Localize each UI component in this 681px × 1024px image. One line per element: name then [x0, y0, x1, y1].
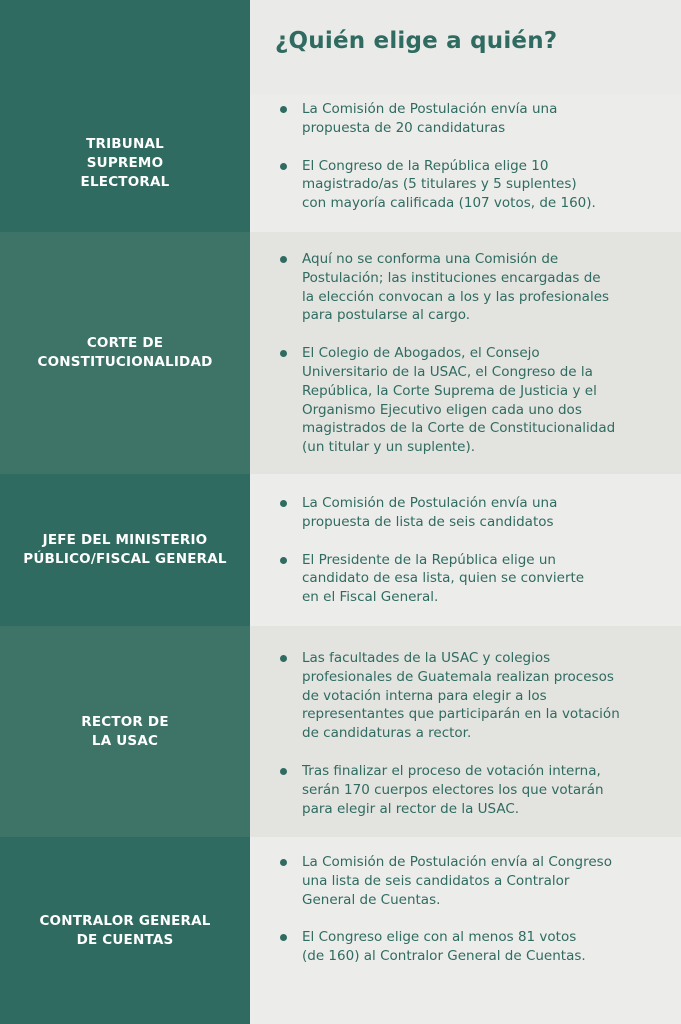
page-title: ¿Quién elige a quién?: [275, 28, 558, 54]
row-label: JEFE DEL MINISTERIO PÚBLICO/FISCAL GENERAL: [23, 532, 227, 567]
row-rector-usac: [0, 626, 681, 837]
row-content-cell: [250, 94, 681, 232]
bullet-item: [278, 762, 667, 818]
bullet-list: [278, 250, 667, 457]
bullet-dot-icon: [280, 106, 287, 113]
bullet-text: El Congreso de la República elige 10 magistrado/as (5 titulares y 5 suplentes) con mayoría calificada (107 votos, de 160).: [302, 157, 596, 212]
bullet-item: [278, 100, 667, 138]
header-left-panel: [0, 0, 250, 94]
bullet-item: [278, 494, 667, 532]
bullet-dot-icon: [280, 557, 287, 564]
row-label-cell: [0, 626, 250, 837]
bullet-text: La Comisión de Postulación envía al Congreso una lista de seis candidatos a Contralor General de Cuentas.: [302, 854, 612, 908]
row-label: CORTE DE CONSTITUCIONALIDAD: [37, 335, 213, 370]
row-fiscal-general: [0, 474, 681, 626]
bullet-list: [278, 649, 667, 818]
bullet-text: El Colegio de Abogados, el Consejo Universitario de la USAC, el Congreso de la República, la Corte Suprema de Justicia y el Organismo Ejecutivo eligen cada uno dos magistrados de la Corte de Constitucionalidad (un titular y un suplente).: [302, 345, 616, 456]
row-label-cell: [0, 232, 250, 474]
bullet-dot-icon: [280, 256, 287, 263]
row-label: CONTRALOR GENERAL DE CUENTAS: [39, 912, 211, 948]
bullet-text: Las facultades de la USAC y colegios profesionales de Guatemala realizan procesos de votación interna para elegir a los representantes que participarán en la votación de candidaturas a rector.: [302, 650, 620, 742]
row-label-cell: [0, 94, 250, 232]
bullet-dot-icon: [280, 350, 287, 357]
bullet-item: [278, 344, 667, 457]
bullet-dot-icon: [280, 934, 287, 941]
bullet-item: [278, 250, 667, 325]
bullet-item: [278, 853, 667, 909]
bullet-text: El Congreso elige con al menos 81 votos (de 160) al Contralor General de Cuentas.: [302, 929, 586, 965]
row-content-cell: [250, 474, 681, 626]
bullet-item: [278, 551, 667, 607]
bullet-dot-icon: [280, 859, 287, 866]
row-content-cell: [250, 837, 681, 1024]
bullet-dot-icon: [280, 500, 287, 507]
bullet-text: La Comisión de Postulación envía una propuesta de 20 candidaturas: [302, 101, 558, 136]
row-contralor-general: [0, 837, 681, 1024]
bullet-dot-icon: [280, 655, 287, 662]
row-label-cell: [0, 474, 250, 626]
bullet-text: Tras finalizar el proceso de votación interna, serán 170 cuerpos electores los que votarán para elegir al rector de la USAC.: [302, 762, 604, 817]
row-content-cell: [250, 232, 681, 474]
row-label-cell: [0, 837, 250, 1024]
row-label: RECTOR DE LA USAC: [81, 713, 169, 749]
bullet-item: [278, 157, 667, 213]
row-label: TRIBUNAL SUPREMO ELECTORAL: [80, 135, 170, 190]
bullet-list: [278, 494, 667, 607]
bullet-dot-icon: [280, 768, 287, 775]
row-tribunal-supremo-electoral: [0, 94, 681, 232]
row-corte-de-constitucionalidad: [0, 232, 681, 474]
bullet-list: [278, 853, 667, 966]
bullet-text: Aquí no se conforma una Comisión de Postulación; las instituciones encargadas de la elección convocan a los y las profesionales para postularse al cargo.: [302, 251, 610, 324]
bullet-item: [278, 649, 667, 743]
bullet-text: La Comisión de Postulación envía una propuesta de lista de seis candidatos: [302, 495, 558, 530]
row-content-cell: [250, 626, 681, 837]
bullet-item: [278, 928, 667, 966]
bullet-dot-icon: [280, 163, 287, 170]
bullet-text: El Presidente de la República elige un candidato de esa lista, quien se convierte en el Fiscal General.: [302, 551, 585, 606]
bullet-list: [278, 100, 667, 213]
